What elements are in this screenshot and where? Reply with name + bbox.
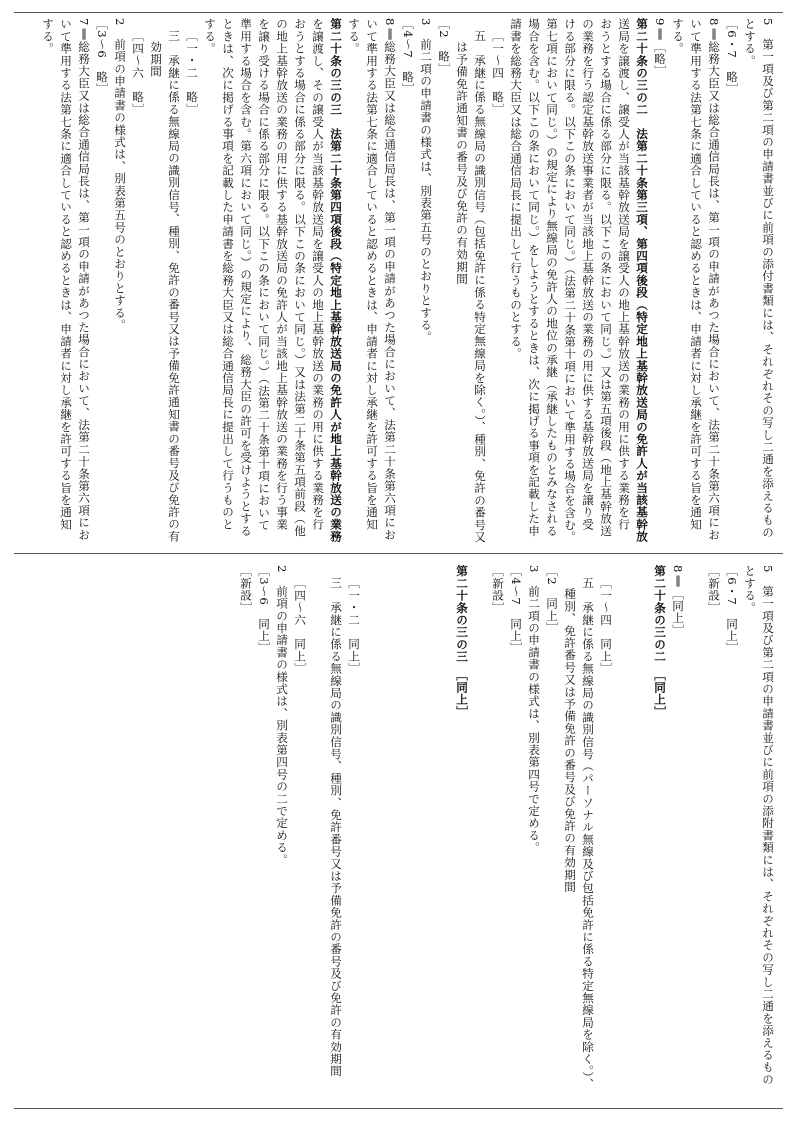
text-line: ［4～7 同上］ xyxy=(509,565,523,655)
text-line: 請書を総務大臣又は総合通信局長に提出して行うものとする。 xyxy=(509,18,523,360)
text-line: する。 xyxy=(671,18,685,55)
text-line: 5 第一項及び第二項の申請書並びに前項の添付書類には、それぞれその写し二通を添えるもの xyxy=(761,18,775,539)
text-line: ［新設］ xyxy=(707,565,721,614)
text-line xyxy=(615,565,633,1100)
text-line: おうとする場合に係る部分に限る。以下この条において同じ。）又は第五項後段（地上基幹放送 xyxy=(599,18,613,537)
text-line: は予備免許通知書の番号及び免許の有効期間 xyxy=(455,41,469,286)
previous-text-column xyxy=(22,565,777,1100)
text-line: ［一・二 同上］ xyxy=(347,576,361,675)
text-line: ［四～六 同上］ xyxy=(293,576,307,675)
middle-rule xyxy=(14,553,783,554)
text-line: ［2 略］ xyxy=(437,18,451,75)
text-line: 8‖総務大臣又は総合通信局長は、第一項の申請があつた場合において、法第二十条第六項にお xyxy=(383,18,397,541)
text-line: する。 xyxy=(41,18,55,55)
text-line: いて準用する法第七条に適合していると認めるときは、申請者に対し承継を許可する旨を通知 xyxy=(365,18,379,531)
top-rule xyxy=(14,12,783,13)
text-line: を譲渡し、その譲受人が当該基幹放送局を譲受人の地上基幹放送の業務の用に供する業務を行 xyxy=(311,18,325,531)
text-line: する。 xyxy=(347,18,361,55)
text-line: 種別、免許番号又は予備免許の番号及び免許の有効期間 xyxy=(563,588,577,894)
article-heading: 第二十条の三の二 法第二十条第三項、第四項後段（特定地上基幹放送局の免許人が当該基幹放 xyxy=(635,18,649,543)
text-line: 三 承継に係る無線局の識別信号、種別、免許の番号又は予備免許通知書の番号及び免許の有 xyxy=(167,29,181,542)
current-text-column xyxy=(22,18,777,544)
text-line: ［一・二 略］ xyxy=(185,29,199,115)
text-line xyxy=(435,565,453,1100)
text-line: ［一～四 略］ xyxy=(491,29,505,115)
text-line: ときは、次に掲げる事項を記載した申請書を総務大臣又は総合通信局長に提出して行うものと xyxy=(221,18,235,531)
text-line: 送局を譲渡し、譲受人が当該基幹放送局を譲受人の地上基幹放送の業務の用に供する業務を行 xyxy=(617,18,631,531)
text-line: 五 承継に係る無線局の識別信号（包括免許に係る特定無線局を除く。）、種別、免許の番号又 xyxy=(473,29,487,543)
text-line: おうとする場合に係る部分に限る。以下この条において同じ。）又は法第二十条第五項前段（他 xyxy=(293,18,307,537)
text-line: 五 承継に係る無線局の識別信号（パーソナル無線及び包括免許に係る特定無線局を除く。）、 xyxy=(581,576,595,1090)
text-line: 2 前項の申請書の様式は、別表第五号のとおりとする。 xyxy=(113,18,127,331)
text-line: 3 前二項の申請書の様式は、別表第五号のとおりとする。 xyxy=(419,18,433,344)
text-line xyxy=(417,565,435,1100)
text-line: 8‖総務大臣又は総合通信局長は、第一項の申請があつた場合において、法第二十条第六項にお xyxy=(707,18,721,541)
text-line: ［一～四 同上］ xyxy=(599,576,613,675)
text-line: の地上基幹放送の業務の用に供する基幹放送局の免許人が当該地上基幹放送の業務を行う事業 xyxy=(275,18,289,531)
text-line: ［3～6 同上］ xyxy=(257,565,271,655)
text-line: ［3～6 略］ xyxy=(95,18,109,95)
bottom-rule xyxy=(14,1108,783,1109)
text-line xyxy=(399,565,417,1100)
text-line: 準用する場合を含む。第六項において同じ。）の規定により、総務大臣の許可を受けようとする xyxy=(239,18,253,537)
text-line: ［6・7 同上］ xyxy=(725,565,739,655)
text-line: ［新設］ xyxy=(239,565,253,614)
text-line: 場合を含む。以下この条において同じ。）をしようとするときは、次に掲げる事項を記載した申 xyxy=(527,18,541,537)
text-line: ける部分に限る。以下この条において同じ。）（法第二十条第十項において準用する場合を含む。 xyxy=(563,18,577,544)
text-line: 5 第一項及び第二項の申請書並びに前項の添附書類には、それぞれその写し二通を添えるもの xyxy=(761,565,775,1086)
text-line: いて準用する法第七条に適合していると認めるときは、申請者に対し承継を許可する旨を通知 xyxy=(59,18,73,531)
previous-text-panel xyxy=(22,565,777,1100)
text-line xyxy=(381,565,399,1100)
text-line: とする。 xyxy=(743,18,757,67)
article-heading: 第二十条の三の二 ［同上］ xyxy=(653,565,667,718)
text-line: ［新設］ xyxy=(491,565,505,614)
text-line: ［2 同上］ xyxy=(545,565,559,634)
current-text-panel xyxy=(22,18,777,544)
text-line: 三 承継に係る無線局の識別信号、種別、免許番号又は予備免許の番号及び免許の有効期間 xyxy=(329,576,343,1077)
text-line: ［4～7 略］ xyxy=(401,18,415,95)
text-line: 9‖［略］ xyxy=(653,18,667,78)
text-line: ［6・7 略］ xyxy=(725,18,739,95)
text-line: 効期間 xyxy=(149,41,163,78)
text-line: ［四～六 略］ xyxy=(131,29,145,115)
text-line: いて準用する法第七条に適合していると認めるときは、申請者に対し承継を許可する旨を通知 xyxy=(689,18,703,531)
article-heading: 第二十条の三の三 ［同上］ xyxy=(455,565,469,718)
text-line: の業務を行う認定基幹放送事業者が当該地上基幹放送の業務の用に供する基幹放送局を譲り受 xyxy=(581,18,595,531)
text-line xyxy=(471,565,489,1100)
text-line: 7‖総務大臣又は総合通信局長は、第一項の申請があつた場合において、法第二十条第六項にお xyxy=(77,18,91,541)
text-line: 3 前二項の申請書の様式は、別表第四号で定める。 xyxy=(527,565,541,854)
text-line xyxy=(687,565,705,1100)
text-line xyxy=(363,565,381,1100)
text-line: 2 前項の申請書の様式は、別表第四号の二で定める。 xyxy=(275,565,289,866)
article-heading: 第二十条の三の三 法第二十条第四項後段（特定地上基幹放送局の免許人が地上基幹放送の業務 xyxy=(329,18,343,543)
text-line: 第七項において同じ。）の規定により無線局の免許人の地位の承継（承継したものとみなされる xyxy=(545,18,559,537)
text-line: とする。 xyxy=(743,565,757,614)
text-line xyxy=(309,565,327,1100)
text-line: 8‖［同上］ xyxy=(671,565,685,637)
text-line xyxy=(633,565,651,1100)
text-line: を譲り受ける場合に係る部分に限る。以下この条において同じ。）（法第二十条第十項において xyxy=(257,18,271,531)
text-line: する。 xyxy=(203,18,217,55)
